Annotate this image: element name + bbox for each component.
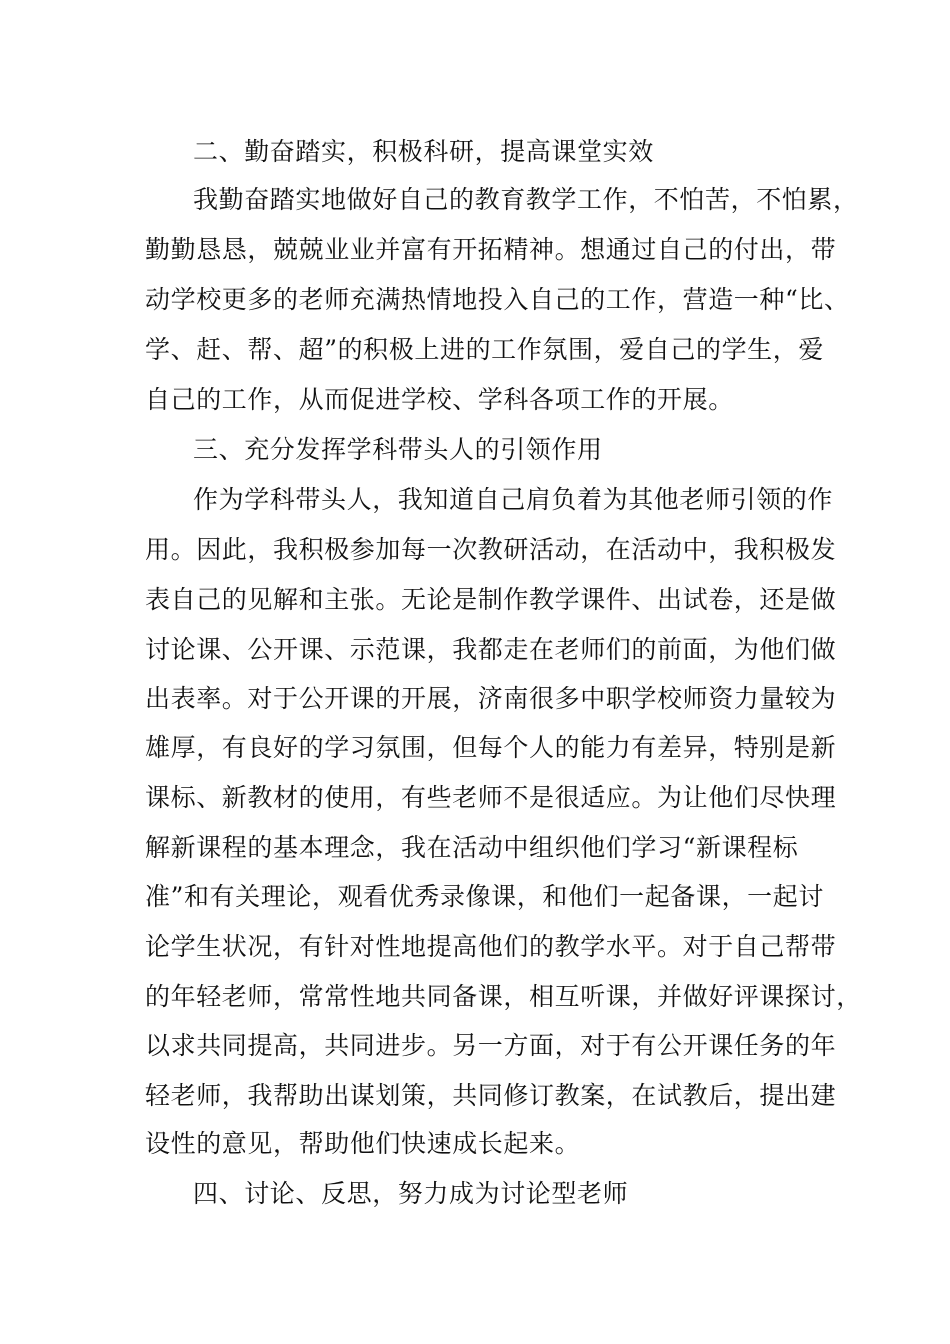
section-heading-4: 四、讨论、反思，努力成为讨论型老师 — [193, 1179, 629, 1208]
paragraph-line: 以求共同提高，共同进步。另一方面，对于有公开课任务的年 — [145, 1031, 837, 1060]
paragraph-line: 雄厚，有良好的学习氛围，但每个人的能力有差异，特别是新 — [145, 733, 837, 762]
paragraph-line: 动学校更多的老师充满热情地投入自己的工作，营造一种“比、 — [145, 285, 850, 314]
paragraph-line: 用。因此，我积极参加每一次教研活动，在活动中，我积极发 — [145, 535, 837, 564]
paragraph-line: 论学生状况，有针对性地提高他们的教学水平。对于自己帮带 — [145, 932, 837, 961]
paragraph-line: 解新课程的基本理念，我在活动中组织他们学习“新课程标 — [145, 833, 799, 862]
section-heading-3: 三、充分发挥学科带头人的引领作用 — [193, 435, 603, 464]
section-heading-2: 二、勤奋踏实，积极科研，提高课堂实效 — [193, 137, 654, 166]
paragraph-line: 作为学科带头人，我知道自己肩负着为其他老师引领的作 — [193, 485, 834, 514]
paragraph-line: 表自己的见解和主张。无论是制作教学课件、出试卷，还是做 — [145, 585, 837, 614]
paragraph-line: 自己的工作，从而促进学校、学科各项工作的开展。 — [145, 385, 734, 414]
paragraph-line: 出表率。对于公开课的开展，济南很多中职学校师资力量较为 — [145, 684, 837, 713]
paragraph-line: 的年轻老师，常常性地共同备课，相互听课，并做好评课探讨， — [145, 982, 862, 1011]
paragraph-line: 讨论课、公开课、示范课，我都走在老师们的前面，为他们做 — [145, 635, 837, 664]
paragraph-line: 轻老师，我帮助出谋划策，共同修订教案，在试教后，提出建 — [145, 1081, 837, 1110]
paragraph-line: 设性的意见，帮助他们快速成长起来。 — [145, 1129, 581, 1158]
paragraph-line: 学、赶、帮、超”的积极上进的工作氛围，爱自己的学生，爱 — [145, 335, 824, 364]
paragraph-line: 我勤奋踏实地做好自己的教育教学工作，不怕苦，不怕累， — [193, 185, 859, 214]
paragraph-line: 准”和有关理论，观看优秀录像课，和他们一起备课，一起讨 — [145, 882, 824, 911]
paragraph-line: 勤勤恳恳，兢兢业业并富有开拓精神。想通过自己的付出，带 — [145, 235, 837, 264]
paragraph-line: 课标、新教材的使用，有些老师不是很适应。为让他们尽快理 — [145, 783, 837, 812]
